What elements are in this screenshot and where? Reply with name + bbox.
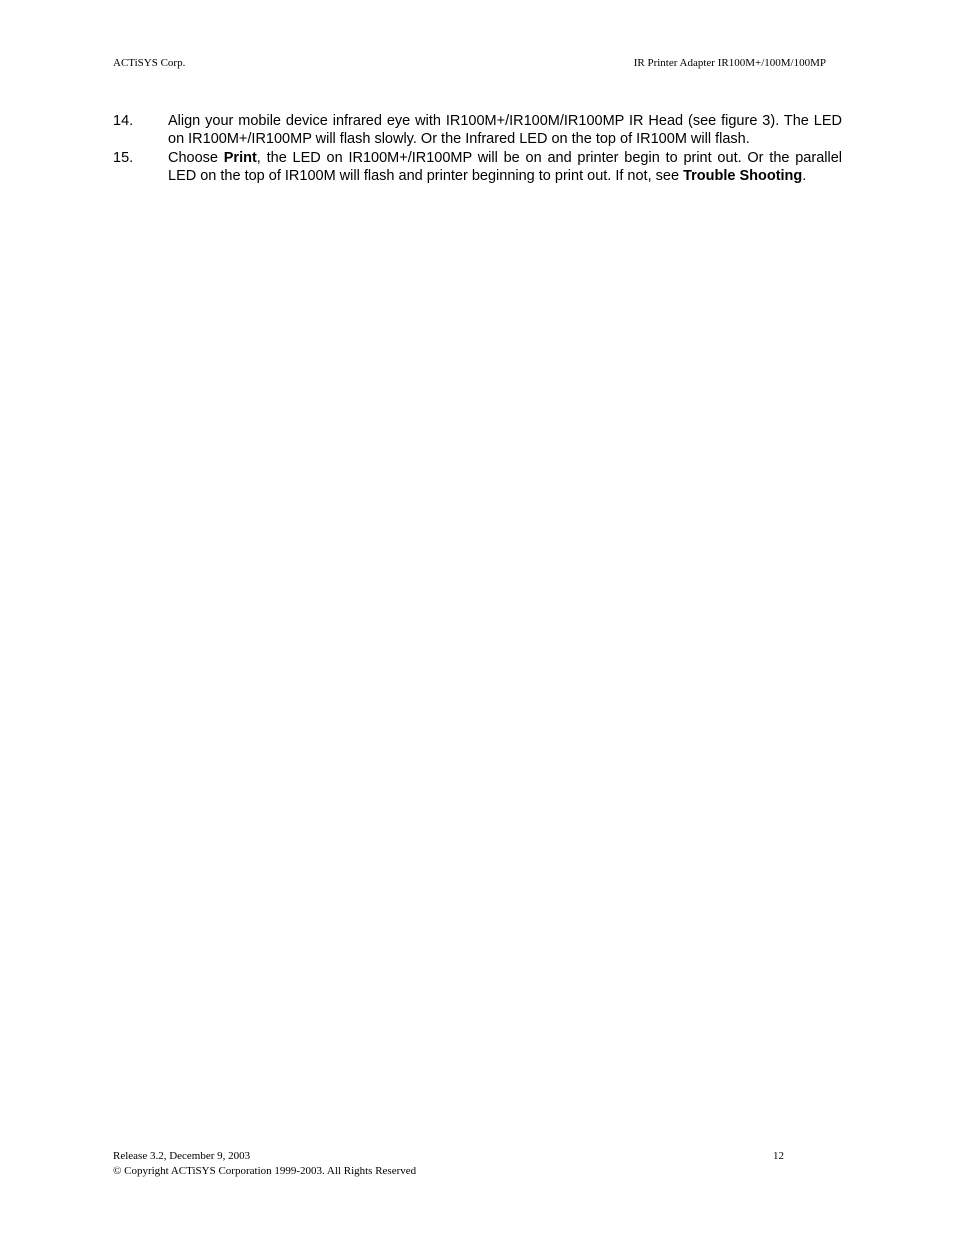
footer-copyright: © Copyright ACTiSYS Corporation 1999-2003. All Rights Reserved xyxy=(113,1165,417,1177)
trouble-shooting-reference: Trouble Shooting xyxy=(683,167,803,184)
step-text-segment: . xyxy=(802,167,807,184)
step-text xyxy=(168,149,842,186)
step-text: Align your mobile device infrared eye with IR100M+/IR100M/IR100MP IR Head (see figure 3). The LED on IR100M+/IR100MP will flash slowly. Or the Infrared LED on the top of IR100M will flash. xyxy=(168,113,842,148)
step-14 xyxy=(113,112,842,149)
footer-release: Release 3.2, December 9, 2003 xyxy=(113,1150,251,1162)
page-number: 12 xyxy=(773,1150,784,1162)
step-text-segment: Choose xyxy=(168,149,224,166)
step-number: 14. xyxy=(113,113,134,129)
step-15 xyxy=(113,149,842,186)
footer xyxy=(113,1149,416,1179)
step-number: 15. xyxy=(113,149,134,166)
step-text-segment: , the LED on IR100M+/IR100MP will be on and printer begin to print out. Or the parallel LED on the top of IR100M will flash and printer beginning to print out. If not, see xyxy=(168,149,842,184)
print-keyword: Print xyxy=(223,149,257,166)
header-document-title: IR Printer Adapter IR100M+/100M/100MP xyxy=(633,57,826,69)
header-company: ACTiSYS Corp. xyxy=(113,57,186,69)
instruction-steps xyxy=(113,112,842,185)
